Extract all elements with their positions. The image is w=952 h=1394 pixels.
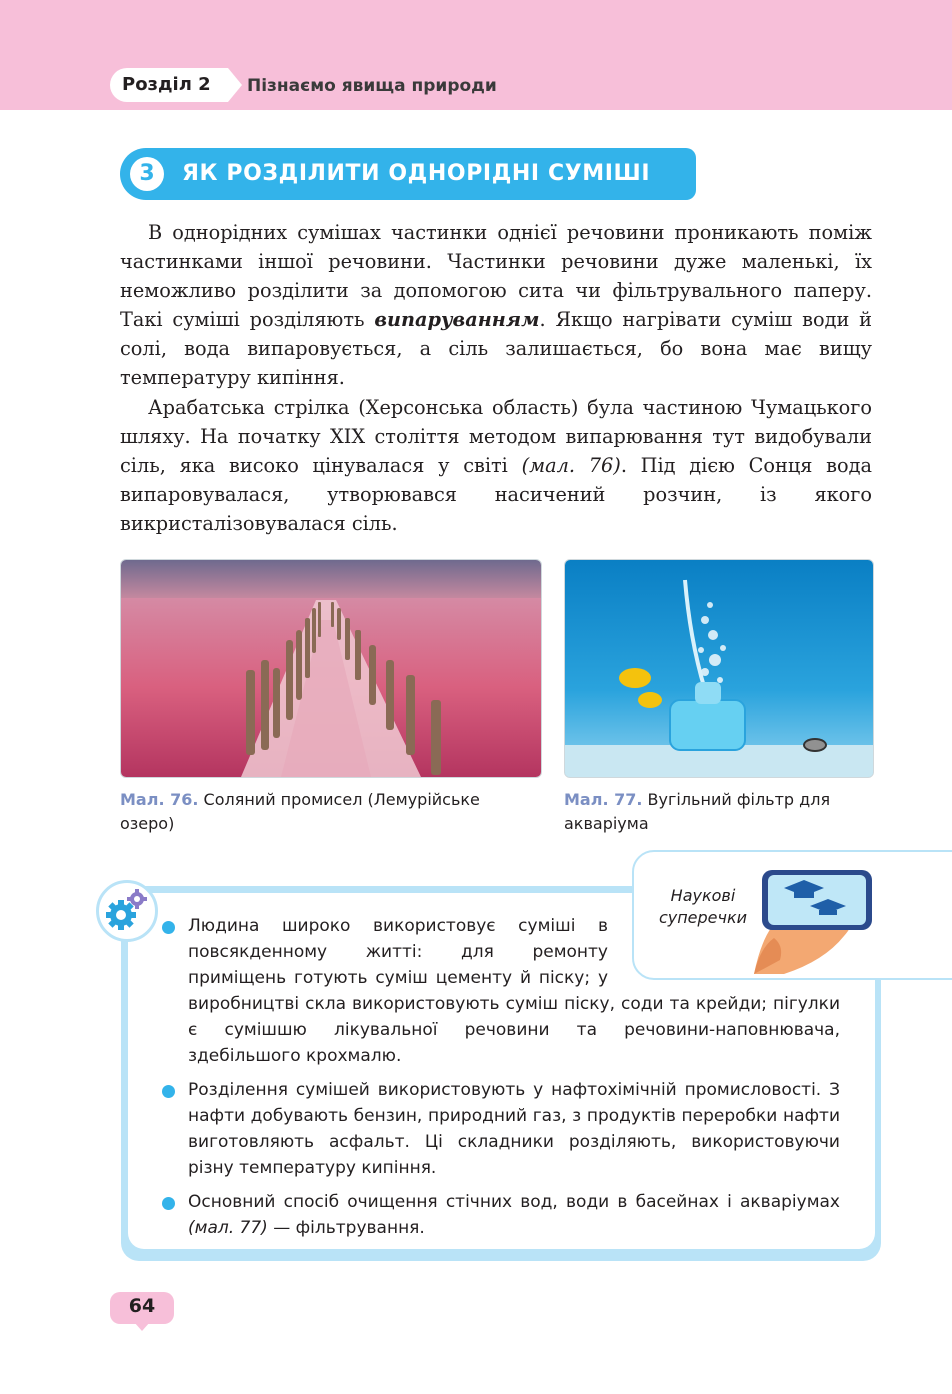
section-number: 3 xyxy=(130,157,164,191)
figure-76-salt-lake-photo xyxy=(120,559,542,778)
bullet-item-water-filtration xyxy=(160,1189,840,1241)
science-debates-line-2: суперечки xyxy=(658,908,748,927)
paragraph-1-emphasis: випаруванням xyxy=(374,308,540,331)
bullet-1-text: Людина широко використовує суміші в повсякденному житті: для ремонту приміщень готують суміш цементу й піску; у виробництві скла використовують суміш піску, соди та крейди; пігулки є сумішшю лікувальної речовини та речовини-наповнювача, здебільшого крохмалю. xyxy=(188,916,840,1066)
paragraph-1-text-end: . Якщо нагрівати суміш води й солі, вода випаровується, а сіль залишається, бо вона має вищу температуру кипіння. xyxy=(120,308,872,389)
figure-77-label: Мал. 77. xyxy=(564,790,643,809)
section-title: ЯК РОЗДІЛИТИ ОДНОРІДНІ СУМІШІ xyxy=(182,161,651,186)
paragraph-1-text: В однорідних сумішах частинки однієї речовини проникають поміж частинками іншої речовини. Частинки речовини дуже маленькі, їх неможливо розділити за допомогою сита чи фільтрувального паперу. Такі суміші розділяють xyxy=(120,221,872,331)
gears-badge xyxy=(96,880,158,942)
paragraph-2 xyxy=(120,393,872,538)
figure-77-aquarium-filter-photo xyxy=(564,559,874,778)
bullet-3-text-end: — фільтрування. xyxy=(267,1218,425,1238)
figure-76-caption-text: Соляний промисел (Лемурійське озеро) xyxy=(120,790,480,833)
bullet-3-text: Основний спосіб очищення стічних вод, води в басейнах і акваріумах xyxy=(188,1192,840,1212)
paragraph-2-text: Арабатська стрілка (Херсонська область) була частиною Чумацького шляху. На початку XIX століття методом випарювання тут видобували сіль, яка високо цінувалася у світі xyxy=(120,396,872,477)
science-debates-line-1: Наукові xyxy=(670,886,736,905)
bullet-2-text: Розділення сумішей використовують у нафтохімічній промисловості. З нафти добувають бензин, природний газ, з продуктів переробки нафти виготовляють асфальт. Ці складники розділяють, використовуючи різну температуру кипіння. xyxy=(188,1080,840,1178)
gears-icon xyxy=(99,883,155,939)
figure-76-caption xyxy=(120,788,520,836)
figure-76-label: Мал. 76. xyxy=(120,790,199,809)
figure-77-caption xyxy=(564,788,864,836)
phone-hand-icon xyxy=(744,856,876,976)
paragraph-2-figure-ref: (мал. 76) xyxy=(521,454,621,477)
page-number: 64 xyxy=(128,1295,156,1317)
bullet-item-petrochemical xyxy=(160,1077,840,1181)
paragraph-2-text-end: . Під дією Сонця вода випаровувалася, утворювався насичений розчин, із якого викристалізовувалася сіль. xyxy=(120,454,872,535)
chapter-label: Розділ 2 xyxy=(122,74,211,95)
chapter-title: Пізнаємо явища природи xyxy=(247,76,497,96)
paragraph-1 xyxy=(120,218,872,392)
bullet-3-figure-ref: (мал. 77) xyxy=(188,1218,268,1238)
science-debates-label[interactable] xyxy=(648,885,758,929)
figure-77-caption-text: Вугільний фільтр для акваріума xyxy=(564,790,831,833)
